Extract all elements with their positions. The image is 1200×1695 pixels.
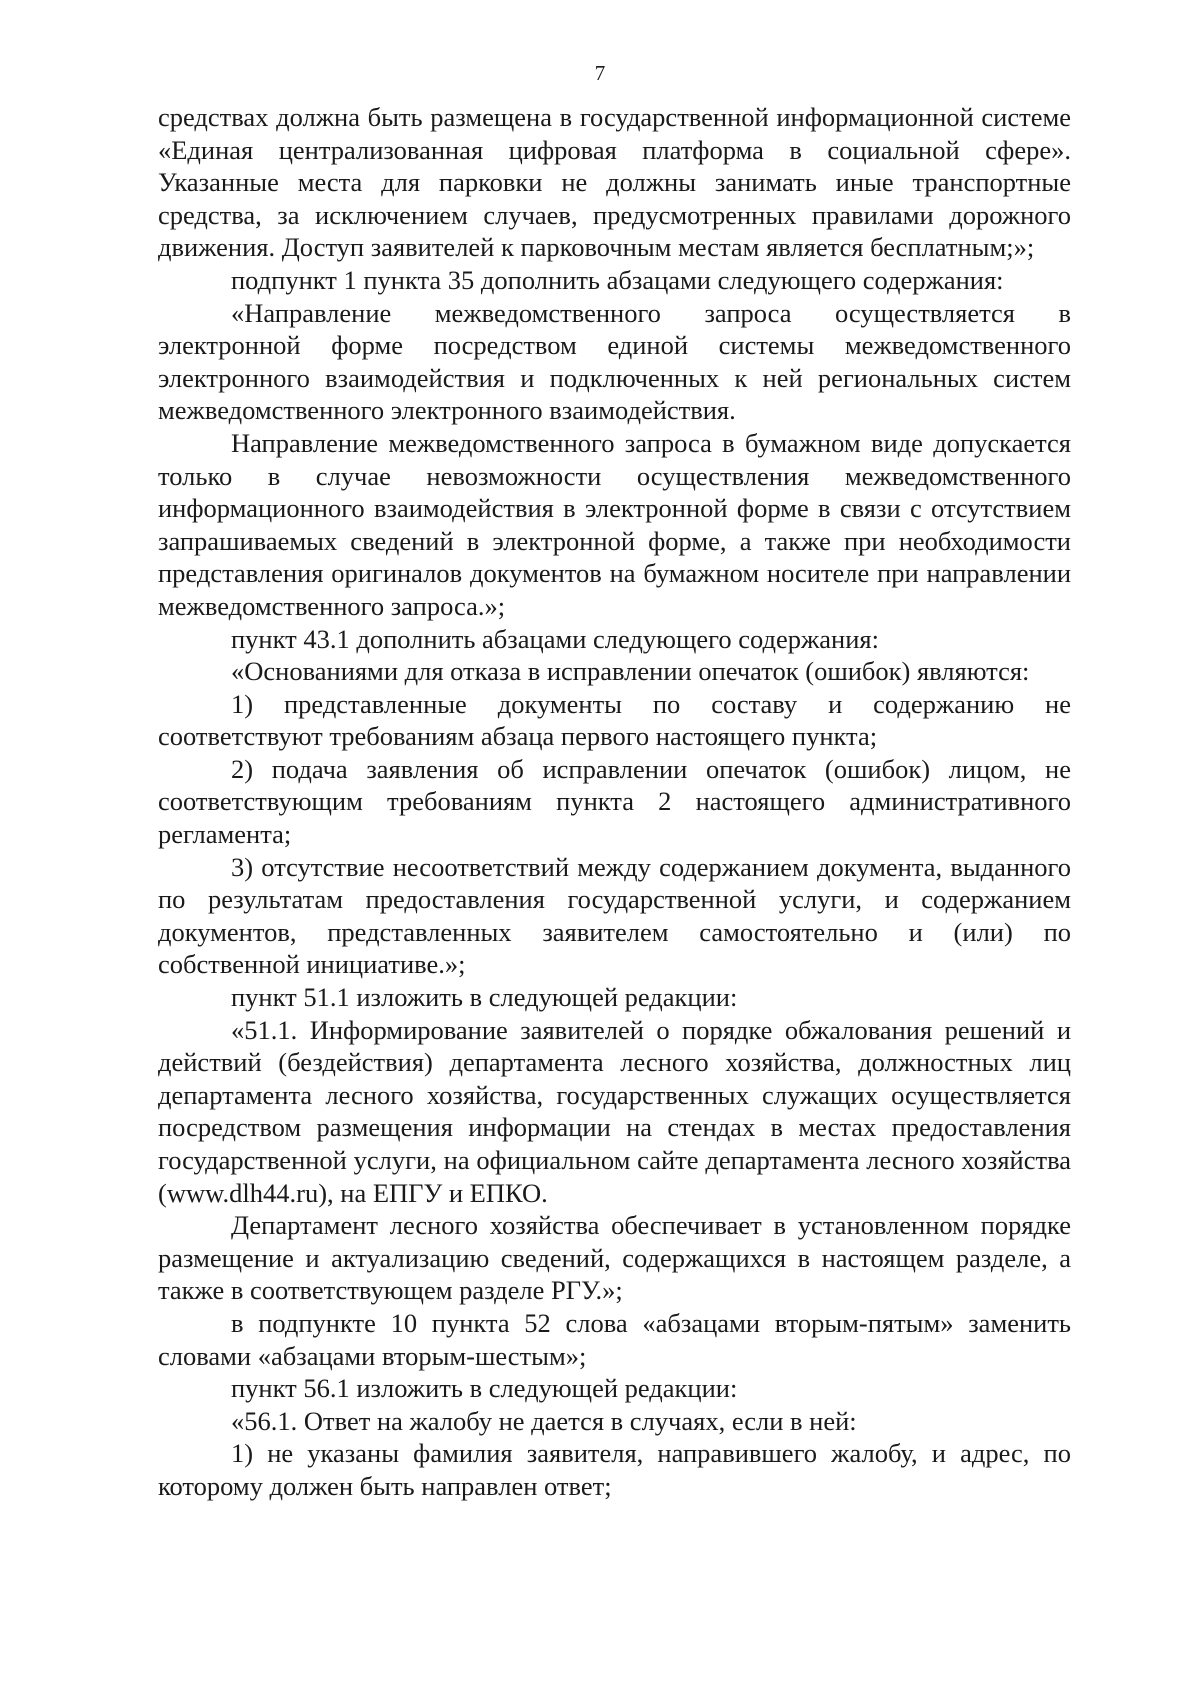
paragraph: 3) отсутствие несоответствий между содержанием документа, выданного по результатам предоставления государственной услуги, и содержанием документов, представленных заявителем самостоятельно и (или) по собственной инициативе.»; — [158, 851, 1071, 980]
paragraph: в подпункте 10 пункта 52 слова «абзацами вторым-пятым» заменить словами «абзацами вторым-шестым»; — [158, 1307, 1071, 1371]
paragraph: «Основаниями для отказа в исправлении опечаток (ошибок) являются: — [231, 656, 1030, 687]
paragraph: «Направление межведомственного запроса осуществляется в электронной форме посредством единой системы межведомственного электронного взаимодействия и подключенных к ней региональных систем межведомственного электронного взаимодействия. — [158, 297, 1071, 426]
paragraph: Направление межведомственного запроса в бумажном виде допускается только в случае невозможности осуществления межведомственного информационного взаимодействия в электронной форме в связи с отсутствием запрашиваемых сведений в электронной форме, а также при необходимости представления оригиналов документов на бумажном носителе при направлении межведомственного запроса.»; — [158, 427, 1071, 621]
paragraph: «51.1. Информирование заявителей о порядке обжалования решений и действий (бездействия) департамента лесного хозяйства, должностных лиц департамента лесного хозяйства, государственных служащих осуществляется посредством размещения информации на стендах в местах предоставления государственной услуги, на официальном сайте департамента лесного хозяйства (www.dlh44.ru), на ЕПГУ и ЕПКО. — [158, 1014, 1071, 1208]
paragraph: пункт 43.1 дополнить абзацами следующего содержания: — [231, 623, 879, 654]
paragraph: «56.1. Ответ на жалобу не дается в случаях, если в ней: — [231, 1405, 857, 1436]
paragraph: Департамент лесного хозяйства обеспечивает в установленном порядке размещение и актуализацию сведений, содержащихся в настоящем разделе, а также в соответствующем разделе РГУ.»; — [158, 1210, 1071, 1306]
paragraph: 1) не указаны фамилия заявителя, направившего жалобу, и адрес, по которому должен быть направлен ответ; — [158, 1438, 1071, 1501]
document-body — [158, 101, 1071, 1503]
page-number: 7 — [594, 61, 606, 85]
paragraph: пункт 51.1 изложить в следующей редакции: — [231, 982, 738, 1013]
paragraph: 2) подача заявления об исправлении опечаток (ошибок) лицом, не соответствующим требованиям пункта 2 настоящего административного регламента; — [158, 753, 1071, 850]
paragraph: пункт 56.1 изложить в следующей редакции: — [231, 1373, 738, 1404]
paragraph: средствах должна быть размещена в государственной информационной системе «Единая централизованная цифровая платформа в социальной сфере». Указанные места для парковки не должны занимать иные транспортные средства, за исключением случаев, предусмотренных правилами дорожного движения. Доступ заявителей к парковочным местам является бесплатным;»; — [158, 102, 1071, 263]
paragraph: подпункт 1 пункта 35 дополнить абзацами следующего содержания: — [231, 264, 1004, 295]
paragraph: 1) представленные документы по составу и содержанию не соответствуют требованиям абзаца первого настоящего пункта; — [158, 688, 1071, 752]
